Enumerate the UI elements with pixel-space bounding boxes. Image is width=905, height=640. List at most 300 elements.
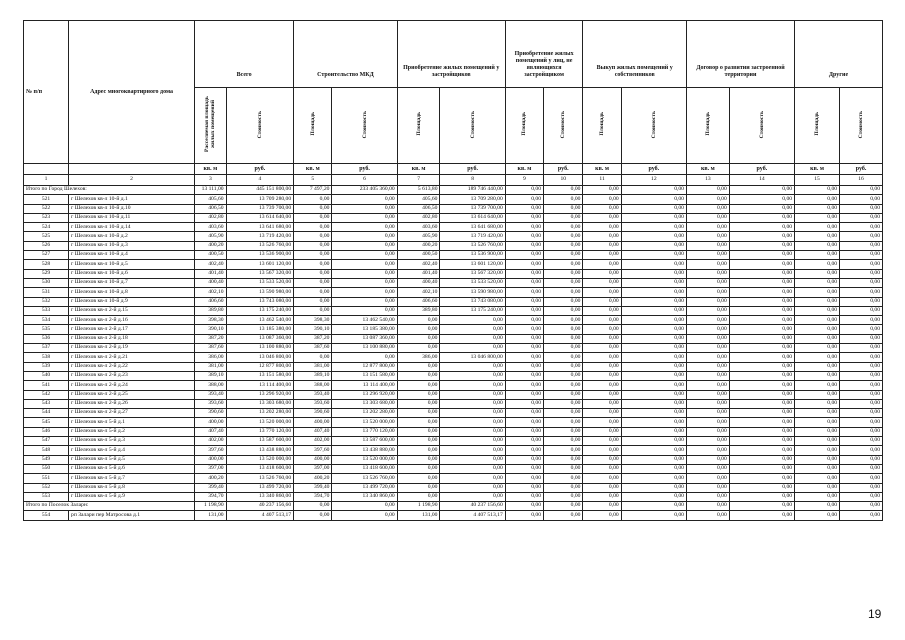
value-cell: 0,00 xyxy=(505,371,543,380)
value-cell: 0,00 xyxy=(729,362,794,371)
value-cell: 0,00 xyxy=(621,390,686,399)
value-cell: 387,60 xyxy=(294,344,332,353)
column-number: 4 xyxy=(226,175,294,186)
value-cell: 0,00 xyxy=(544,316,583,325)
subheader-cell xyxy=(729,88,794,164)
value-cell: 0,00 xyxy=(621,492,686,501)
value-cell: 0,00 xyxy=(505,195,543,204)
value-cell: 400,50 xyxy=(397,251,440,260)
value-cell: 0,00 xyxy=(544,213,583,222)
value-cell: 0,00 xyxy=(397,492,440,501)
value-cell: 0,00 xyxy=(583,464,621,473)
value-cell: 0,00 xyxy=(795,371,840,380)
value-cell: 390,60 xyxy=(294,409,332,418)
value-cell: 0,00 xyxy=(729,213,794,222)
value-cell: 0,00 xyxy=(440,409,505,418)
value-cell: 7 497,20 xyxy=(294,186,332,195)
value-cell: 0,00 xyxy=(544,483,583,492)
value-cell: 0,00 xyxy=(583,511,621,520)
value-cell: 0,00 xyxy=(686,399,729,408)
value-cell: 390,10 xyxy=(294,325,332,334)
column-number: 2 xyxy=(69,175,195,186)
value-cell: 0,00 xyxy=(505,502,543,511)
value-cell: 0,00 xyxy=(544,269,583,278)
value-cell: 13 499 720,00 xyxy=(332,483,397,492)
value-cell: 0,00 xyxy=(795,437,840,446)
subheader-cell xyxy=(583,88,621,164)
subheader-label: Стоимость xyxy=(857,110,864,138)
value-cell: 0,00 xyxy=(505,186,543,195)
value-cell: 402,00 xyxy=(195,437,227,446)
unit-cell: кв. м xyxy=(505,164,543,175)
value-cell: 0,00 xyxy=(729,353,794,362)
value-cell: 0,00 xyxy=(621,223,686,232)
subheader-cell xyxy=(397,88,440,164)
value-cell: 0,00 xyxy=(729,446,794,455)
subheader-label: Расселяемая площадь жилых помещений xyxy=(204,96,217,153)
value-cell: 0,00 xyxy=(795,418,840,427)
row-address: г Шелехов кв-л 10-й д.14 xyxy=(69,223,195,232)
value-cell: 0,00 xyxy=(795,325,840,334)
value-cell: 13 719 420,00 xyxy=(226,232,294,241)
value-cell: 400,40 xyxy=(397,278,440,287)
value-cell: 0,00 xyxy=(583,269,621,278)
value-cell: 0,00 xyxy=(440,437,505,446)
subheader-label: Стоимость xyxy=(469,110,476,138)
value-cell: 0,00 xyxy=(583,390,621,399)
unit-cell: руб. xyxy=(226,164,294,175)
value-cell: 12 877 800,00 xyxy=(332,362,397,371)
row-address: г Шелехов кв-л 10-й д.7 xyxy=(69,278,195,287)
value-cell: 0,00 xyxy=(397,437,440,446)
value-cell: 0,00 xyxy=(795,427,840,436)
value-cell: 0,00 xyxy=(840,427,883,436)
value-cell: 0,00 xyxy=(544,232,583,241)
value-cell: 397,60 xyxy=(294,446,332,455)
value-cell: 0,00 xyxy=(397,371,440,380)
value-cell: 0,00 xyxy=(397,344,440,353)
row-address: г Шелехов кв-л 5-й д.5 xyxy=(69,455,195,464)
value-cell: 0,00 xyxy=(583,409,621,418)
table-row xyxy=(24,409,883,418)
value-cell: 0,00 xyxy=(294,269,332,278)
value-cell: 445 151 800,00 xyxy=(226,186,294,195)
value-cell: 0,00 xyxy=(544,334,583,343)
value-cell: 0,00 xyxy=(505,204,543,213)
value-cell: 0,00 xyxy=(795,502,840,511)
value-cell: 389,10 xyxy=(195,371,227,380)
row-address: г Шелехов кв-л 2-й д.24 xyxy=(69,381,195,390)
value-cell: 0,00 xyxy=(686,186,729,195)
value-cell: 0,00 xyxy=(440,316,505,325)
value-cell: 13 202 280,00 xyxy=(332,409,397,418)
value-cell: 403,60 xyxy=(397,223,440,232)
value-cell: 0,00 xyxy=(840,241,883,250)
value-cell: 13 520 000,00 xyxy=(332,455,397,464)
row-address: г Шелехов кв-л 2-й д.27 xyxy=(69,409,195,418)
row-number: 554 xyxy=(24,511,69,520)
value-cell: 0,00 xyxy=(544,344,583,353)
value-cell: 0,00 xyxy=(795,316,840,325)
column-number: 5 xyxy=(294,175,332,186)
value-cell: 0,00 xyxy=(505,511,543,520)
subheader-cell xyxy=(226,88,294,164)
value-cell: 0,00 xyxy=(544,371,583,380)
value-cell: 1 198,90 xyxy=(195,502,227,511)
value-cell: 0,00 xyxy=(397,418,440,427)
value-cell: 0,00 xyxy=(505,316,543,325)
value-cell: 13 438 880,00 xyxy=(332,446,397,455)
value-cell: 0,00 xyxy=(840,316,883,325)
value-cell: 0,00 xyxy=(583,427,621,436)
value-cell: 0,00 xyxy=(729,325,794,334)
value-cell: 13 520 000,00 xyxy=(332,418,397,427)
value-cell: 0,00 xyxy=(729,381,794,390)
value-cell: 13 100 880,00 xyxy=(226,344,294,353)
value-cell: 0,00 xyxy=(795,353,840,362)
row-address: рп Залари пер Матросова д.1 xyxy=(69,511,195,520)
value-cell: 0,00 xyxy=(332,269,397,278)
column-number: 6 xyxy=(332,175,397,186)
value-cell: 0,00 xyxy=(332,502,397,511)
value-cell: 0,00 xyxy=(583,344,621,353)
value-cell: 0,00 xyxy=(440,390,505,399)
header-row-column-numbers xyxy=(24,175,883,186)
value-cell: 0,00 xyxy=(795,474,840,483)
value-cell: 0,00 xyxy=(840,325,883,334)
value-cell: 0,00 xyxy=(795,269,840,278)
row-number: 528 xyxy=(24,260,69,269)
value-cell: 0,00 xyxy=(840,492,883,501)
group-header: Приобретение жилых помещений у застройщиков xyxy=(397,21,505,88)
row-address: г Шелехов кв-л 5-й д.2 xyxy=(69,427,195,436)
value-cell: 0,00 xyxy=(686,511,729,520)
row-address: г Шелехов кв-л 2-й д.26 xyxy=(69,399,195,408)
value-cell: 131,00 xyxy=(195,511,227,520)
subheader-label: Площадь xyxy=(309,112,316,136)
value-cell: 13 046 800,00 xyxy=(440,353,505,362)
value-cell: 13 087 360,00 xyxy=(332,334,397,343)
value-cell: 0,00 xyxy=(397,316,440,325)
value-cell: 0,00 xyxy=(440,418,505,427)
value-cell: 0,00 xyxy=(621,371,686,380)
row-number: 534 xyxy=(24,316,69,325)
value-cell: 0,00 xyxy=(294,502,332,511)
value-cell: 0,00 xyxy=(621,502,686,511)
value-cell: 389,80 xyxy=(397,306,440,315)
column-number: 9 xyxy=(505,175,543,186)
row-address: г Шелехов кв-л 2-й д.16 xyxy=(69,316,195,325)
value-cell: 12 877 800,00 xyxy=(226,362,294,371)
value-cell: 0,00 xyxy=(440,371,505,380)
value-cell: 0,00 xyxy=(397,399,440,408)
value-cell: 402,80 xyxy=(397,213,440,222)
value-cell: 405,90 xyxy=(195,232,227,241)
subheader-cell xyxy=(440,88,505,164)
value-cell: 0,00 xyxy=(729,241,794,250)
value-cell: 0,00 xyxy=(583,241,621,250)
value-cell: 0,00 xyxy=(795,409,840,418)
row-address: г Шелехов кв-л 10-й д.1 xyxy=(69,195,195,204)
value-cell: 0,00 xyxy=(505,381,543,390)
value-cell: 400,00 xyxy=(294,455,332,464)
value-cell: 0,00 xyxy=(840,455,883,464)
subheader-cell xyxy=(294,88,332,164)
row-number: 537 xyxy=(24,344,69,353)
value-cell: 0,00 xyxy=(505,325,543,334)
value-cell: 131,00 xyxy=(397,511,440,520)
value-cell: 0,00 xyxy=(686,195,729,204)
table-row xyxy=(24,223,883,232)
value-cell: 401,40 xyxy=(397,269,440,278)
value-cell: 0,00 xyxy=(686,316,729,325)
value-cell: 0,00 xyxy=(729,297,794,306)
table-row xyxy=(24,269,883,278)
subheader-cell xyxy=(840,88,883,164)
table-row xyxy=(24,288,883,297)
value-cell: 0,00 xyxy=(544,260,583,269)
value-cell: 0,00 xyxy=(795,381,840,390)
row-address: г Шелехов кв-л 10-й д.11 xyxy=(69,213,195,222)
value-cell: 0,00 xyxy=(686,390,729,399)
value-cell: 400,20 xyxy=(397,241,440,250)
value-cell: 0,00 xyxy=(729,437,794,446)
row-address: г Шелехов кв-л 5-й д.7 xyxy=(69,474,195,483)
value-cell: 0,00 xyxy=(840,409,883,418)
value-cell: 0,00 xyxy=(583,418,621,427)
value-cell: 0,00 xyxy=(795,511,840,520)
value-cell: 13 340 860,00 xyxy=(332,492,397,501)
value-cell: 13 709 280,00 xyxy=(440,195,505,204)
value-cell: 0,00 xyxy=(505,418,543,427)
row-number: 527 xyxy=(24,251,69,260)
value-cell: 0,00 xyxy=(505,241,543,250)
column-number: 12 xyxy=(621,175,686,186)
value-cell: 189 746 440,00 xyxy=(440,186,505,195)
row-address: г Шелехов кв-л 10-й д.3 xyxy=(69,241,195,250)
value-cell: 0,00 xyxy=(795,204,840,213)
value-cell: 0,00 xyxy=(621,269,686,278)
value-cell: 0,00 xyxy=(332,232,397,241)
value-cell: 0,00 xyxy=(505,464,543,473)
value-cell: 13 614 640,00 xyxy=(440,213,505,222)
value-cell: 0,00 xyxy=(795,186,840,195)
row-number: 550 xyxy=(24,464,69,473)
value-cell: 0,00 xyxy=(729,260,794,269)
value-cell: 0,00 xyxy=(505,399,543,408)
value-cell: 0,00 xyxy=(729,334,794,343)
value-cell: 0,00 xyxy=(332,251,397,260)
value-cell: 233 405 360,00 xyxy=(332,186,397,195)
value-cell: 400,00 xyxy=(195,418,227,427)
value-cell: 0,00 xyxy=(544,297,583,306)
value-cell: 0,00 xyxy=(583,204,621,213)
table-row xyxy=(24,511,883,520)
value-cell: 0,00 xyxy=(795,213,840,222)
value-cell: 0,00 xyxy=(332,241,397,250)
table-row xyxy=(24,334,883,343)
value-cell: 0,00 xyxy=(840,474,883,483)
value-cell: 0,00 xyxy=(583,232,621,241)
row-address: г Шелехов кв-л 5-й д.9 xyxy=(69,492,195,501)
row-number: 529 xyxy=(24,269,69,278)
value-cell: 0,00 xyxy=(583,353,621,362)
value-cell: 397,60 xyxy=(195,446,227,455)
column-number: 8 xyxy=(440,175,505,186)
row-address: г Шелехов кв-л 2-й д.15 xyxy=(69,306,195,315)
value-cell: 0,00 xyxy=(544,464,583,473)
value-cell: 0,00 xyxy=(544,474,583,483)
unit-cell: кв. м xyxy=(686,164,729,175)
row-address: г Шелехов кв-л 10-й д.9 xyxy=(69,297,195,306)
unit-cell: руб. xyxy=(729,164,794,175)
value-cell: 0,00 xyxy=(795,288,840,297)
value-cell: 402,40 xyxy=(195,260,227,269)
value-cell: 403,60 xyxy=(195,223,227,232)
value-cell: 13 296 920,00 xyxy=(332,390,397,399)
table-row xyxy=(24,427,883,436)
value-cell: 13 770 120,00 xyxy=(226,427,294,436)
value-cell: 13 185 380,00 xyxy=(332,325,397,334)
value-cell: 0,00 xyxy=(332,223,397,232)
column-header-address: Адрес многоквартирного дома xyxy=(69,21,195,164)
value-cell: 406,60 xyxy=(397,297,440,306)
value-cell: 0,00 xyxy=(397,381,440,390)
value-cell: 0,00 xyxy=(440,455,505,464)
table-row xyxy=(24,446,883,455)
value-cell: 400,20 xyxy=(195,474,227,483)
value-cell: 0,00 xyxy=(686,223,729,232)
table-row xyxy=(24,297,883,306)
value-cell: 13 499 720,00 xyxy=(226,483,294,492)
value-cell: 0,00 xyxy=(621,306,686,315)
row-number: 521 xyxy=(24,195,69,204)
value-cell: 0,00 xyxy=(440,483,505,492)
header-row-groups xyxy=(24,21,883,88)
value-cell: 405,60 xyxy=(195,195,227,204)
value-cell: 0,00 xyxy=(440,474,505,483)
value-cell: 0,00 xyxy=(686,288,729,297)
unit-cell: руб. xyxy=(840,164,883,175)
value-cell: 13 601 120,00 xyxy=(440,260,505,269)
value-cell: 0,00 xyxy=(686,251,729,260)
value-cell: 0,00 xyxy=(440,427,505,436)
value-cell: 13 590 980,00 xyxy=(440,288,505,297)
value-cell: 399,40 xyxy=(294,483,332,492)
row-address: г Шелехов кв-л 5-й д.1 xyxy=(69,418,195,427)
subheader-label: Площадь xyxy=(813,112,820,136)
value-cell: 0,00 xyxy=(840,371,883,380)
value-cell: 0,00 xyxy=(505,251,543,260)
value-cell: 0,00 xyxy=(729,316,794,325)
value-cell: 0,00 xyxy=(795,241,840,250)
value-cell: 0,00 xyxy=(621,437,686,446)
unit-cell: кв. м xyxy=(397,164,440,175)
value-cell: 0,00 xyxy=(686,334,729,343)
value-cell: 387,60 xyxy=(195,344,227,353)
value-cell: 13 151 580,00 xyxy=(226,371,294,380)
value-cell: 0,00 xyxy=(729,278,794,287)
value-cell: 0,00 xyxy=(505,474,543,483)
value-cell: 0,00 xyxy=(294,223,332,232)
value-cell: 402,10 xyxy=(397,288,440,297)
value-cell: 0,00 xyxy=(840,195,883,204)
value-cell: 0,00 xyxy=(583,381,621,390)
value-cell: 388,00 xyxy=(294,381,332,390)
value-cell: 402,80 xyxy=(195,213,227,222)
value-cell: 381,00 xyxy=(195,362,227,371)
value-cell: 0,00 xyxy=(544,325,583,334)
value-cell: 0,00 xyxy=(505,446,543,455)
row-number: 548 xyxy=(24,446,69,455)
value-cell: 0,00 xyxy=(544,492,583,501)
value-cell: 0,00 xyxy=(686,297,729,306)
value-cell: 406,60 xyxy=(195,297,227,306)
value-cell: 401,40 xyxy=(195,269,227,278)
value-cell: 5 613,80 xyxy=(397,186,440,195)
value-cell: 13 418 600,00 xyxy=(332,464,397,473)
value-cell: 0,00 xyxy=(544,278,583,287)
group-header: Всего xyxy=(195,21,294,88)
value-cell: 0,00 xyxy=(795,232,840,241)
row-number: 553 xyxy=(24,492,69,501)
value-cell: 13 567 320,00 xyxy=(226,269,294,278)
value-cell: 0,00 xyxy=(583,334,621,343)
value-cell: 0,00 xyxy=(544,390,583,399)
row-number: 543 xyxy=(24,399,69,408)
value-cell: 0,00 xyxy=(621,427,686,436)
value-cell: 13 743 080,00 xyxy=(440,297,505,306)
value-cell: 0,00 xyxy=(729,344,794,353)
value-cell: 394,70 xyxy=(294,492,332,501)
row-number: 535 xyxy=(24,325,69,334)
value-cell: 13 175 240,00 xyxy=(226,306,294,315)
value-cell: 0,00 xyxy=(544,418,583,427)
value-cell: 400,00 xyxy=(195,455,227,464)
value-cell: 402,00 xyxy=(294,437,332,446)
value-cell: 0,00 xyxy=(729,390,794,399)
value-cell: 0,00 xyxy=(840,297,883,306)
value-cell: 0,00 xyxy=(795,390,840,399)
table-row xyxy=(24,325,883,334)
value-cell: 0,00 xyxy=(840,334,883,343)
value-cell: 0,00 xyxy=(686,269,729,278)
value-cell: 0,00 xyxy=(544,399,583,408)
value-cell: 13 739 700,00 xyxy=(440,204,505,213)
value-cell: 381,00 xyxy=(294,362,332,371)
value-cell: 0,00 xyxy=(621,399,686,408)
unit-cell: кв. м xyxy=(195,164,227,175)
value-cell: 0,00 xyxy=(840,446,883,455)
value-cell: 0,00 xyxy=(505,260,543,269)
value-cell: 0,00 xyxy=(729,251,794,260)
housing-table xyxy=(23,20,883,521)
value-cell: 0,00 xyxy=(795,278,840,287)
value-cell: 13 743 080,00 xyxy=(226,297,294,306)
value-cell: 0,00 xyxy=(294,297,332,306)
value-cell: 13 175 240,00 xyxy=(440,306,505,315)
row-number: 545 xyxy=(24,418,69,427)
value-cell: 0,00 xyxy=(294,278,332,287)
value-cell: 0,00 xyxy=(729,306,794,315)
value-cell: 0,00 xyxy=(544,251,583,260)
value-cell: 0,00 xyxy=(686,483,729,492)
row-number: 547 xyxy=(24,437,69,446)
value-cell: 389,10 xyxy=(294,371,332,380)
table-row xyxy=(24,483,883,492)
value-cell: 0,00 xyxy=(621,474,686,483)
value-cell: 0,00 xyxy=(332,204,397,213)
